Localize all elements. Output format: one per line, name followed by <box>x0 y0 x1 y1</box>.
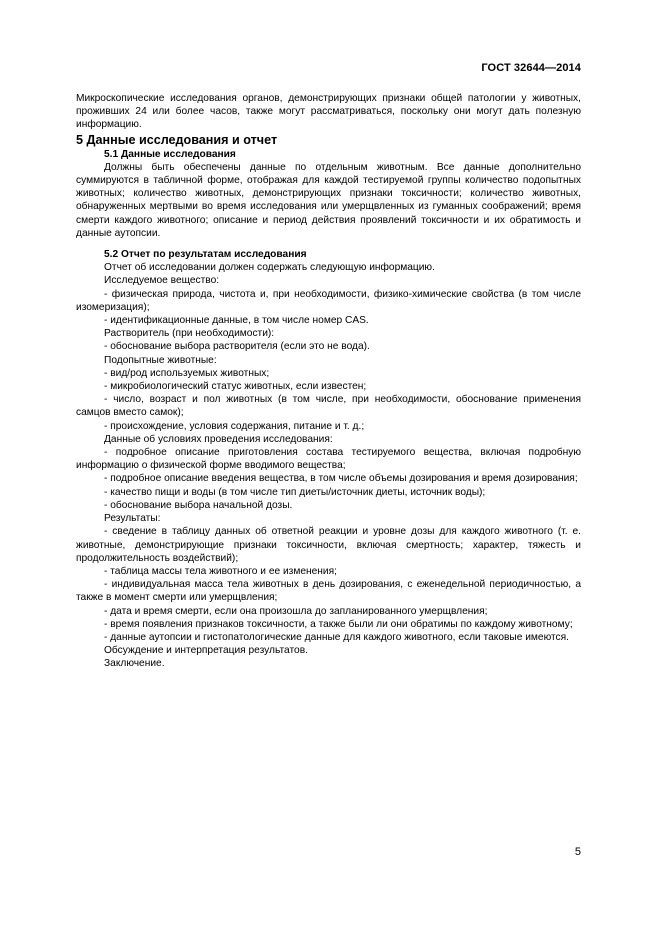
document-code: ГОСТ 32644—2014 <box>481 62 581 74</box>
list-item: - подробное описание введения вещества, в том числе объемы дозирования и время дозирования; <box>104 473 578 485</box>
list-item: - происхождение, условия содержания, питание и т. д.; <box>104 420 365 432</box>
list-item: Отчет об исследовании должен содержать следующую информацию. <box>104 262 435 274</box>
list-item: Растворитель (при необходимости): <box>104 328 275 340</box>
intro-paragraph: Микроскопические исследования органов, демонстрирующих признаки общей патологии у животных, проживших 24 или более часов, также могут рассматриваться, поскольку они могут дать полезную информацию. <box>76 93 581 131</box>
section-5-2-heading: 5.2 Отчет по результатам исследования <box>104 249 307 261</box>
list-item: Данные об условиях проведения исследования: <box>104 433 333 445</box>
list-item: - микробиологический статус животных, если известен; <box>104 381 367 393</box>
list-item: - сведение в таблицу данных об ответной реакции и уровне дозы для каждого животного (т. е. животные, демонстрирующие признаки токсичности, включая смертность; характер, тяжесть и продолжительность воздействий); <box>76 526 581 564</box>
section-5-1-heading: 5.1 Данные исследования <box>104 148 236 160</box>
list-item: - число, возраст и пол животных (в том числе, при необходимости, обоснование применения самцов вместо самок); <box>76 394 581 419</box>
list-item: - индивидуальная масса тела животных в день дозирования, с еженедельной периодичностью, а также в момент смерти или умерщвления; <box>76 579 581 604</box>
list-item: Подопытные животные: <box>104 354 217 366</box>
list-item: - подробное описание приготовления состава тестируемого вещества, включая подробную информацию о физической форме вводимого вещества; <box>76 447 581 472</box>
list-item: Исследуемое вещество: <box>104 275 220 287</box>
page-number: 5 <box>574 846 581 858</box>
list-item: - обоснование выбора растворителя (если это не вода). <box>104 341 370 353</box>
section-5-1-text: Должны быть обеспечены данные по отдельным животным. Все данные дополнительно суммируются в табличной форме, отображая для каждой тестируемой группы количество подопытных животных; количество животных, демонстрирующих признаки токсичности; количество животных, обнаруженных мертвыми во время исследования или умерщвленных из гуманных соображений; время смерти каждого животного; описание и период действия проявлений токсичности и их обратимость и данные аутопсии. <box>76 161 581 239</box>
list-item: Обсуждение и интерпретация результатов. <box>104 645 308 657</box>
list-item: - качество пищи и воды (в том числе тип диеты/источник диеты, источник воды); <box>104 486 486 498</box>
page-content <box>76 92 581 671</box>
report-contents-list <box>76 261 581 670</box>
list-item: - дата и время смерти, если она произошла до запланированного умерщвления; <box>104 605 488 617</box>
list-item: - вид/род используемых животных; <box>104 367 270 379</box>
list-item: - физическая природа, чистота и, при необходимости, физико-химические свойства (в том числе изомеризация); <box>76 288 581 313</box>
list-item: - данные аутопсии и гистопатологические данные для каждого животного, если таковые имеются. <box>104 631 569 643</box>
list-item: Заключение. <box>104 658 165 670</box>
list-item: - идентификационные данные, в том числе номер CAS. <box>104 315 369 327</box>
section-5-heading: 5 Данные исследования и отчет <box>76 132 278 147</box>
list-item: - таблица массы тела животного и ее изменения; <box>104 565 337 577</box>
list-item: - обоснование выбора начальной дозы. <box>104 499 293 511</box>
list-item: - время появления признаков токсичности, а также были ли они обратимы по каждому животному; <box>104 618 573 630</box>
list-item: Результаты: <box>104 513 161 525</box>
